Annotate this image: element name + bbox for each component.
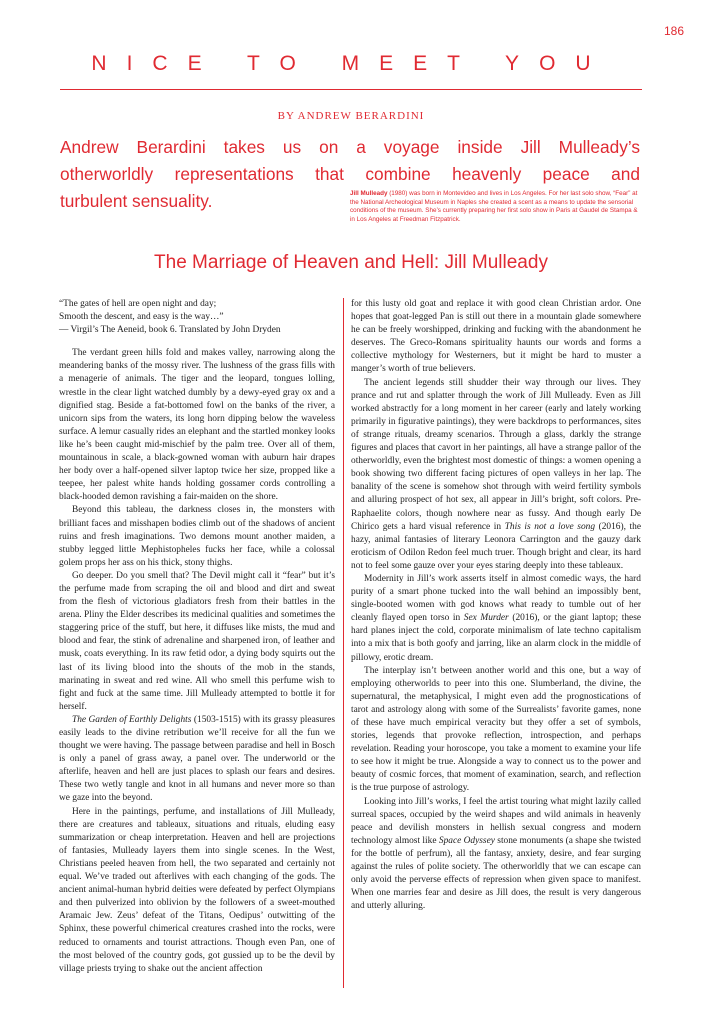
page-number: 186 <box>663 24 684 38</box>
paragraph-text: (1503-1515) with its grassy pleasures easily leads to the divine retribution we’ll receive for all the fun we thought we were having. The passage between paradise and hell in Bosch is only a panel of grass away, a panel over. The underworld or the afterlife, heaven and hell are just places to splash our fears and desires. These two wetly tangle and knot in all humans and never more so than we gaze into the beyond. <box>59 714 335 804</box>
header-title: NICE TO MEET YOU <box>91 52 611 75</box>
artwork-title: The Garden of Earthly Delights <box>72 714 192 725</box>
paragraph: for this lusty old goat and replace it with good clean Christian ardor. One hopes that goat-legged Pan is still out there in a mountain glade somewhere he can be freely worshipped, drinking and fucking with the abandonment he deserves. The Greco-Romans spirituality haunts our words and forms a collective mythology for Westerners, but it might be hard to muster a manger’s worth of true believers. <box>351 299 641 375</box>
artist-bio <box>350 190 640 224</box>
paragraph-text: The ancient legends still shudder their way through our lives. They prance and rut and splatter through the work of Jill Mulleady. Even as Jill worked abstractly for a long moment in her career (early and lately working primarily in figurative paintings), they were backdrops to performances, sites of strange rituals, dreamy scenarios. Through a glass, darkly the strange figures and places that cavort in her paintings, all have a strange pallor of the otherworldly, even the brightest most domestic of things: a women opening a book showing two different facing pictures of open valleys in her lap. The banality of the scene is somehow shot through with weird fertility symbols and alluring prospect of hot sex, all appear in Jill’s bright, soft colors. Pre-Raphaelite colors, though nowhere near as fussy. And though early De Chirico gets a hard visual reference in <box>351 377 641 532</box>
paragraph-text: Modernity in Jill’s work asserts itself in almost comedic ways, the hard purity of a smart phone tucked into the wall behind an impossibly bent, single-booted women with god knows what ready to tumble out of her cleanly flayed open torso in <box>351 573 641 624</box>
paragraph-text: Looking into Jill’s works, I feel the artist touring what might lazily called surreal spaces, occupied by the weird shapes and wild animals in heavenly peace and devilish monsters in hellish sexual congress and modern technology almost like <box>351 796 641 846</box>
column-divider <box>343 298 344 988</box>
bio-name: Jill Mulleady <box>350 190 388 197</box>
lede-line: otherworldly representations that combine heavenly peace and <box>60 164 640 184</box>
section-title: The Marriage of Heaven and Hell: Jill Mulleady <box>154 252 548 273</box>
paragraph: Here in the paintings, perfume, and installations of Jill Mulleady, there are creatures and tableaux, situations and rituals, eluding easy summarization or cheap interpretation. Heaven and hell are projections of fantasies, Mulleady layers them into single scenes. In the West, Christians peeled heaven from hell, the two separated and certainly not equal. We’ve traded out afterlives with each changing of the gods. The ancient animal-human hybrid deities were defeated by perfect Olympians and then pulverized into oblivion by the followers of a sweet-mouthed Aramaic Jew. Zeus’ defeat of the Titans, Oedipus’ outwitting of the Sphinx, these powerful chimerical creatures crashed into the rocks, were reduced to ornaments and tourist attractions. Though even Pan, one of the most beloved of the country gods, got gussied up to be the devil by village priests trying to shake out the ancient affection <box>59 806 335 974</box>
artwork-title: Sex Murder <box>463 613 509 624</box>
paragraph-text: (2016), or the giant laptop; these hard planes inject the cold, corporate minimalism of late techno capitalism into a mix that is both goofy and jarring, like an alarm clock in the middle of pillowy, erotic dream. <box>351 613 641 663</box>
bio-text: (1980) was born in Montevideo and lives in Los Angeles. For her last solo show, “Fear” at the National Archeological Museum in Naples she created a scent as a means to update the sensorial conditions of the museum. She’s currently preparing her first solo show in Paris at Gaudel de Stampa & in Los Angeles at Freedman Fitzpatrick. <box>350 190 638 223</box>
paragraph: Beyond this tableau, the darkness closes in, the monsters with brilliant faces and misshapen bodies climb out of the shadows of ancient ruins and fresh imaginations. Two demons mount another maiden, a stubby legged little Mephistopheles fucks her face, while a colossal golem props her ass on his thick, stony thighs. <box>59 505 335 568</box>
paragraph <box>59 714 335 806</box>
artwork-title: Space Odyssey <box>438 835 495 846</box>
paragraph-text: stone monuments (a shape she twisted for the bottle of perfrum), all the fantasy, anxiety, desire, and fear surging against the rules of polite society. The otherworldly that we can escape can only avoid the perverse effects of repression when given space to manifest. When one marries fear and desire as Jill does, the result is very dangerous and utterly alluring. <box>351 835 641 912</box>
header-rule <box>60 89 642 90</box>
lede-line: turbulent sensuality. <box>60 191 213 211</box>
epigraph <box>59 298 335 337</box>
epigraph-line: Smooth the descent, and easy is the way…” <box>59 312 224 323</box>
paragraph: The verdant green hills fold and makes valley, narrowing along the meandering banks of the mossy river. The lushness of the grass fills with a menagerie of animals. The tiger and the leopard, tongues lolling, wrestle in the clear light watched dumbly by a dewy-eyed gray ox and a dignified stag. Beside a fat-bottomed fowl on the banks of the river, a unicorn sips from the waters, its long horn dipping below the waveless surface. A lemur casually rides an elephant and the startled monkey looks like he’s been caught mid-mischief by the palm tree. Over all of them, mountainous in scale, a black-gowned woman with auburn hair drapes her body over a half-opened silver laptop twice her size, propped like a teepee, her palest white hands holding gossamer cords controlling a black-hooded demon ravishing a fair-maiden on the shore. <box>59 348 335 503</box>
left-column <box>59 298 335 976</box>
paragraph: Go deeper. Do you smell that? The Devil might call it “fear” but it’s the perfume made from scraping the oil and blood and dirt and sweat from the flesh of victorious gladiators fresh from their battles in the arena. Pliny the Elder describes its medicinal qualities and sometimes the staggering price of the stuff, but here, it diffuses like mists, the mud and blood and fear, the stink of adrenaline and sharpened iron, of leather and musk, coats everything. In its raw fetid odor, a dying body squirts out the last of its living blood into the shouts of the mob in the stands, marinating in sweat and red wine. All who smell this perfume wish to fight and fuck at the same time. Jill Mulleady attempted to bottle it for herself. <box>59 570 335 712</box>
lede-line: Andrew Berardini takes us on a voyage inside Jill Mulleady’s <box>60 137 640 157</box>
paragraph: The interplay isn’t between another world and this one, but a way of employing otherworlds to peer into this one. Slumberland, the divine, the supernatural, the metaphysical, I might even add the prognostications of tarot and astrology along with some of the Surrealists’ favorite games, none of these have much empirical veracity but they offer a set of symbols, stories, legends that provoke reflection, introspection, and perhaps revelation. Reading your horoscope, you take a moment to examine your life to see how it might be true. Alongside a way to connect us to the power and beauty of cosmic forces, that moment of examination, search, and reflection is the true purpose of astrology. <box>351 665 641 794</box>
paragraph <box>351 573 641 665</box>
epigraph-line: “The gates of hell are open night and day; <box>59 299 217 309</box>
paragraph <box>351 377 641 573</box>
paragraph-text: (2016), the hazy, animal fantasies of literary Leonora Carrington and the gauzy dark eroticism of Odilon Redon feel much truer. Though bright and clear, its hard not to feel some gauze over your eyes staring deeply into these tableaux. <box>351 521 641 571</box>
epigraph-line: — Virgil’s The Aeneid, book 6. Translated by John Dryden <box>59 325 281 336</box>
right-column <box>351 298 641 913</box>
artwork-title: This is not a love song <box>504 521 596 532</box>
paragraph <box>351 796 641 914</box>
byline: BY ANDREW BERARDINI <box>277 110 425 122</box>
